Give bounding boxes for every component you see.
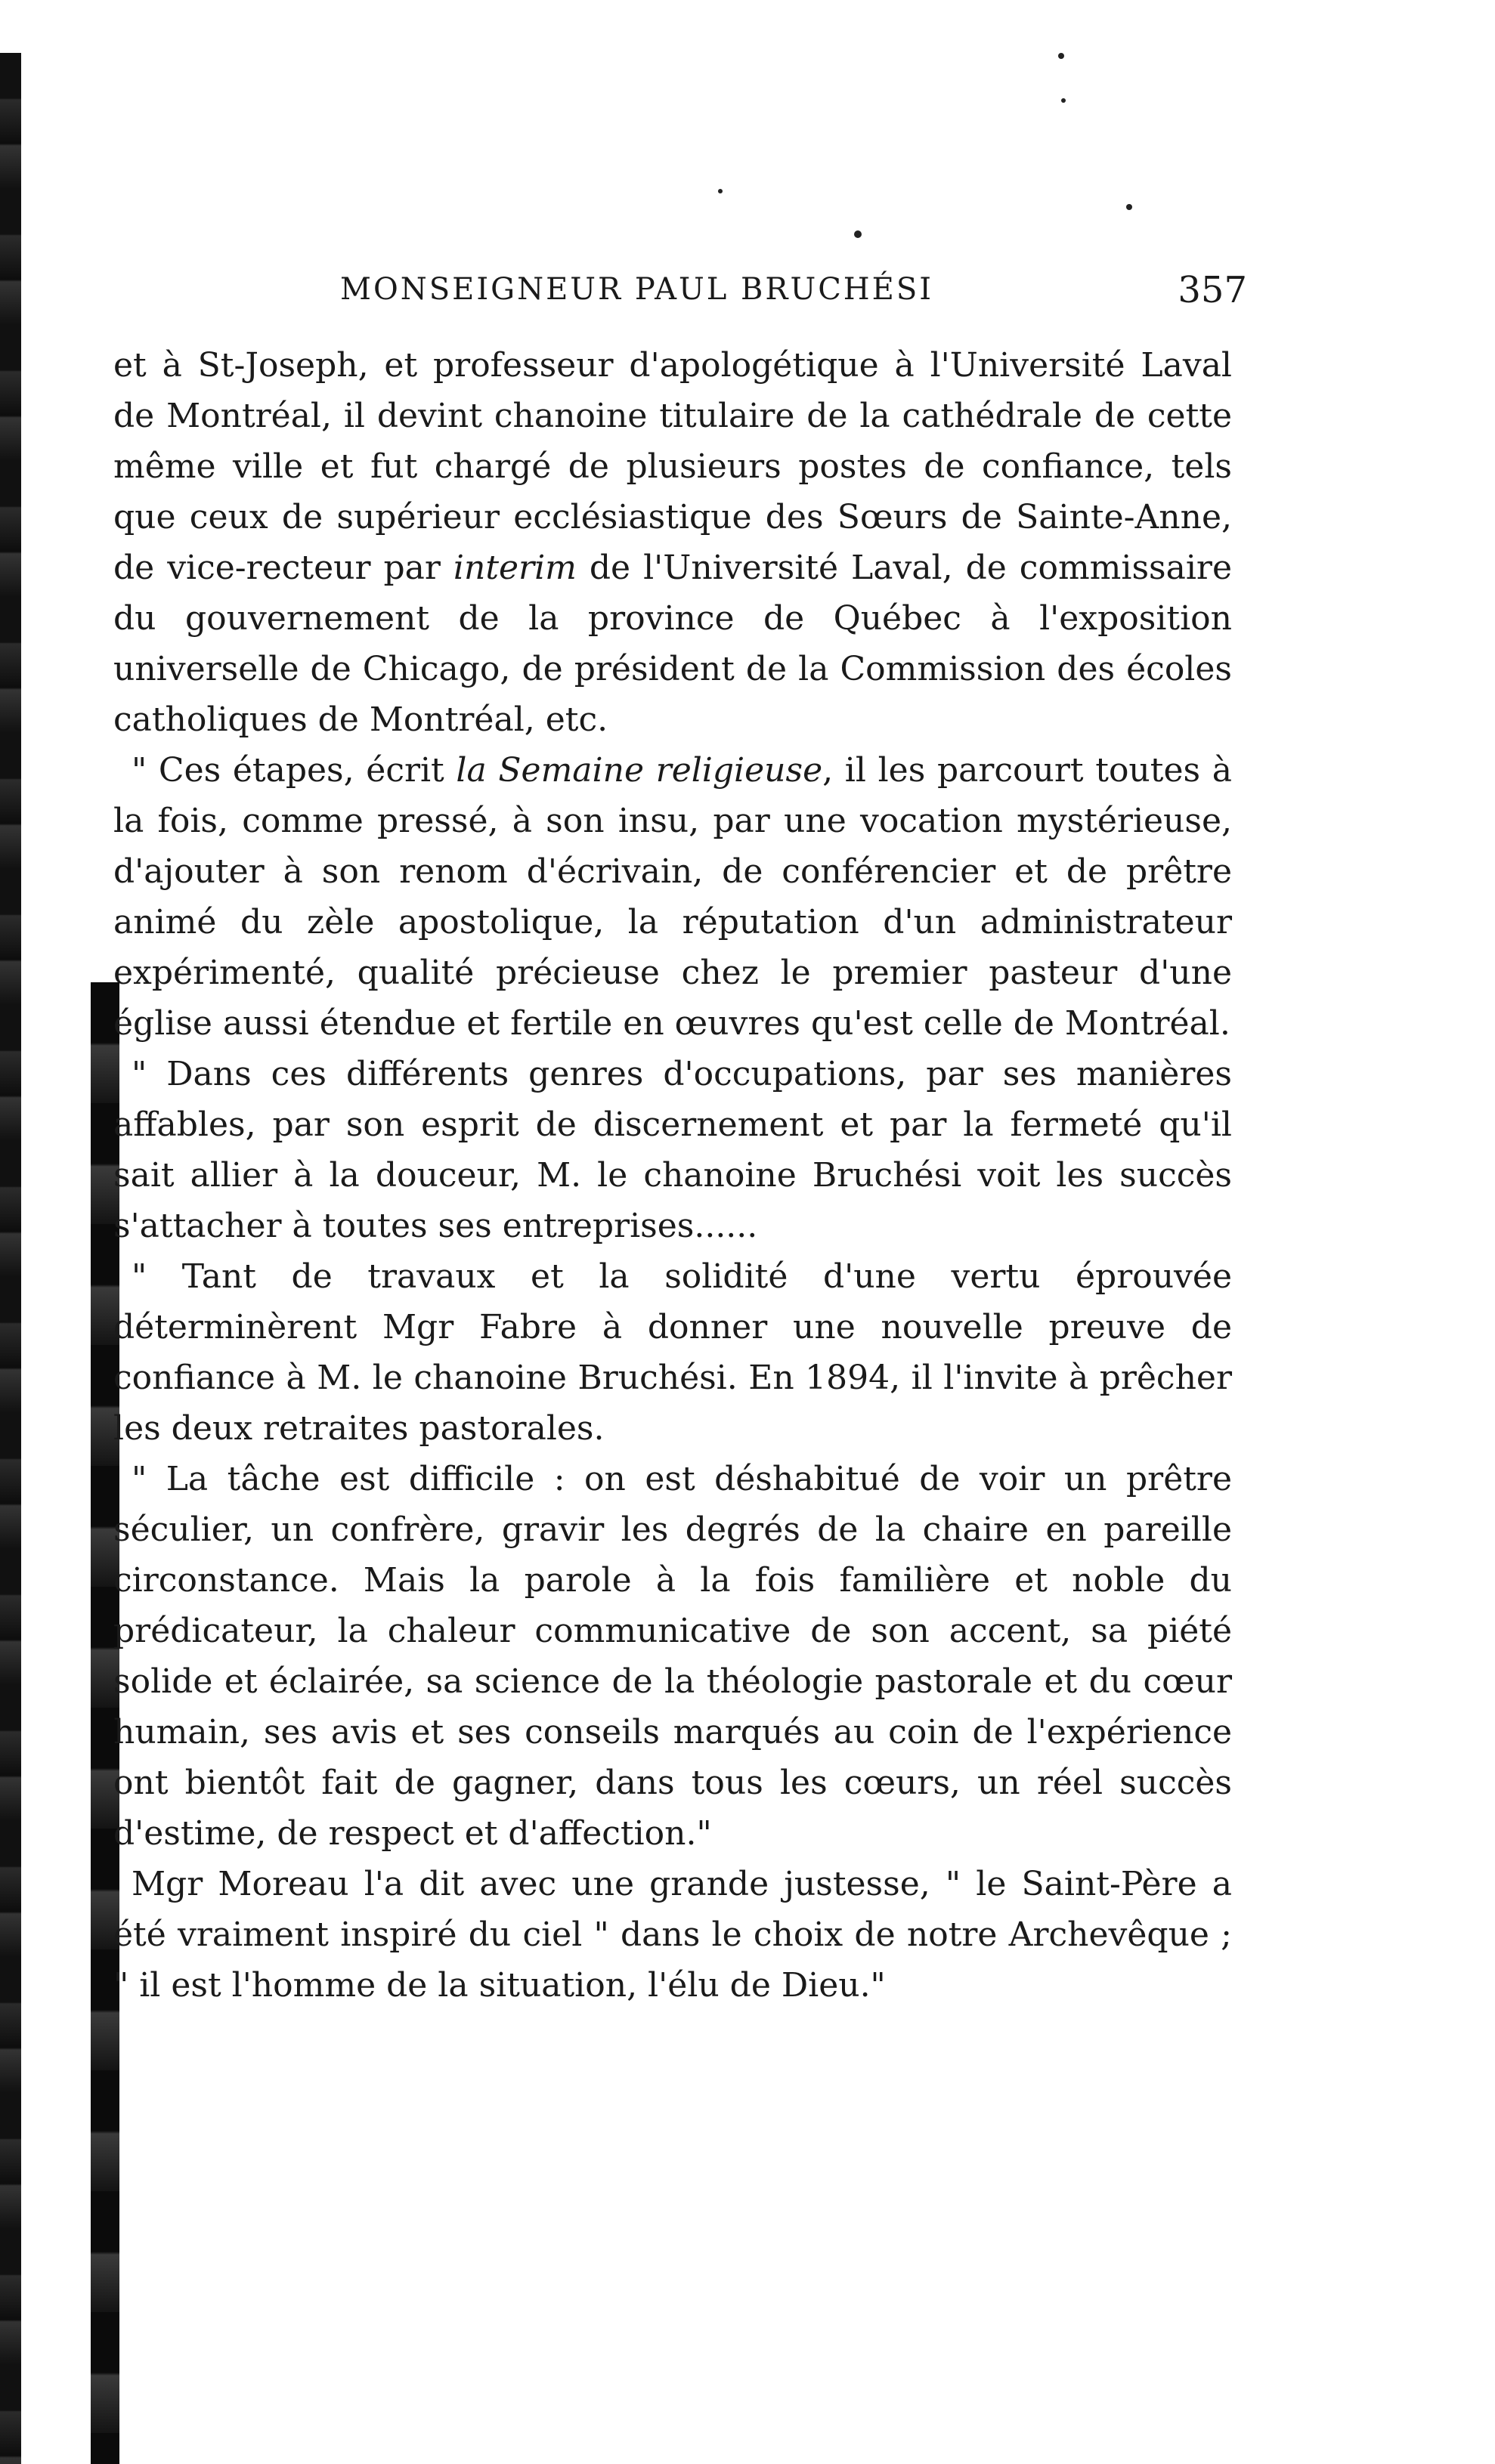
running-title: MONSEIGNEUR PAUL BRUCHÉSI [340, 272, 934, 307]
scan-speck [1126, 204, 1132, 210]
paragraph-6: Mgr Moreau l'a dit avec une grande justesse, " le Saint-Père a été vraiment inspiré du ciel " dans le choix de notre Archevêque ; " il est l'homme de la situation, l'élu de Dieu." [113, 1865, 1232, 2005]
scan-speck [1058, 53, 1064, 59]
paragraph-5: " La tâche est difficile : on est déshabitué de voir un prêtre séculier, un confrère, gravir les degrés de la chaire en pareille circonstance. Mais la parole à la fois familière et noble du prédicateur, la chaleur communicative de son accent, sa piété solide et éclairée, sa science de la théologie pastorale et du cœur humain, ses avis et ses conseils marqués au coin de l'expérience ont bientôt fait de gagner, dans tous les cœurs, un réel succès d'estime, de respect et d'affection." [113, 1460, 1232, 1853]
scan-speck [1061, 98, 1066, 103]
italic-term-interim: interim [453, 549, 577, 587]
page-number: 357 [1178, 269, 1247, 311]
italic-title-semaine-religieuse: la Semaine religieuse [456, 751, 823, 790]
scan-speck [718, 189, 723, 193]
body-text [113, 340, 1232, 2011]
paragraph-4: " Tant de travaux et la solidité d'une vertu éprouvée déterminèrent Mgr Fabre à donner une nouvelle preuve de confiance à M. le chanoine Bruchési. En 1894, il l'invite à prêcher les deux retraites pastorales. [113, 1257, 1232, 1448]
paragraph-1: et à St-Joseph, et professeur d'apologétique à l'Université Laval de Montréal, il devint chanoine titulaire de la cathédrale de cette même ville et fut chargé de plusieurs postes de confiance, tels que ceux de supérieur ecclésiastique des Sœurs de Sainte-Anne, de vice-recteur par interim de l'Université Laval, de commissaire du gouvernement de la province de Québec à l'exposition universelle de Chicago, de président de la Commission des écoles catholiques de Montréal, etc. [113, 346, 1232, 739]
scan-speck [854, 230, 862, 238]
running-head [113, 269, 1247, 340]
scan-left-edge-shadow [0, 53, 21, 2464]
book-page [113, 269, 1247, 2011]
paragraph-3: " Dans ces différents genres d'occupations, par ses manières affables, par son esprit de discernement et par la fermeté qu'il sait allier à la douceur, M. le chanoine Bruchési voit les succès s'attacher à toutes ses entreprises...... [113, 1055, 1232, 1245]
paragraph-2: " Ces étapes, écrit la Semaine religieuse, il les parcourt toutes à la fois, comme pressé, à son insu, par une vocation mystérieuse, d'ajouter à son renom d'écrivain, de conférencier et de prêtre animé du zèle apostolique, la réputation d'un administrateur expérimenté, qualité précieuse chez le premier pasteur d'une église aussi étendue et fertile en œuvres qu'est celle de Montréal. [113, 751, 1232, 1043]
